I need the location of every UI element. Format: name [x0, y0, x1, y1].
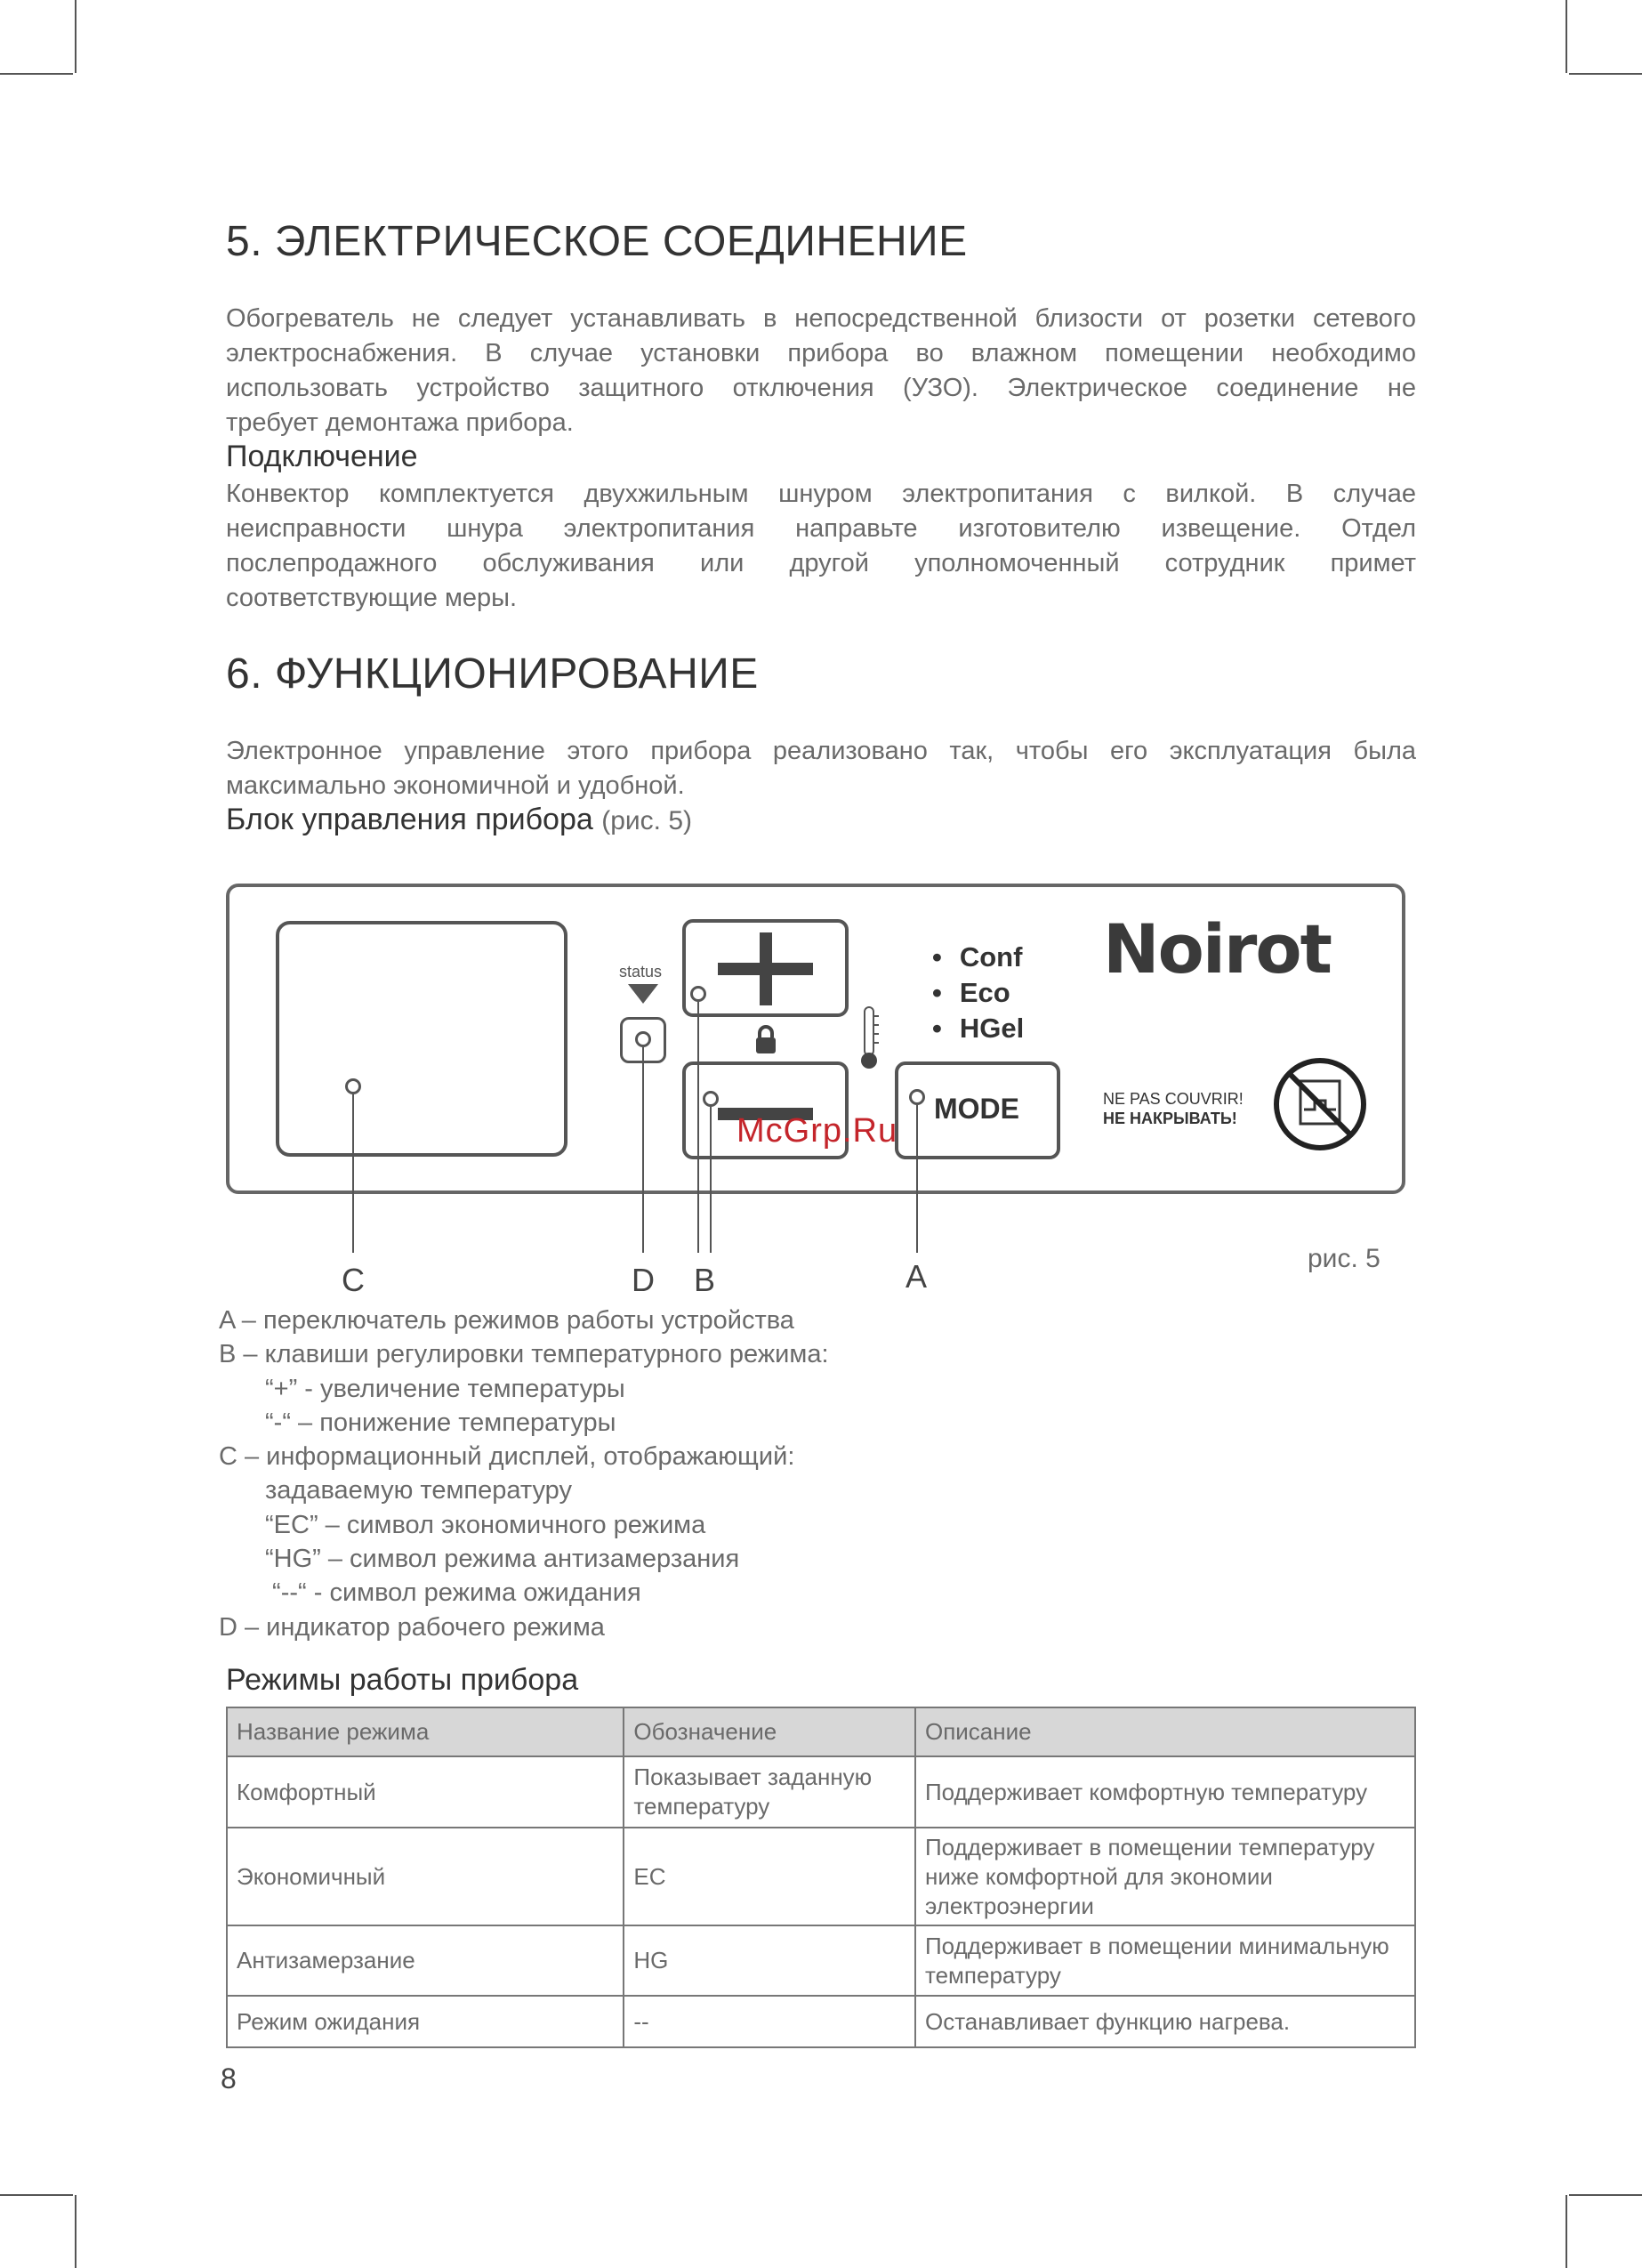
crop-mark	[0, 2194, 73, 2196]
paragraph	[226, 302, 1416, 440]
info-display	[276, 921, 567, 1157]
mode-list	[932, 940, 1024, 1046]
lock-icon	[754, 1025, 777, 1055]
table-cell: Поддерживает в помещении температуру ниже комфортной для экономии электроэнергии	[915, 1828, 1415, 1925]
table-cell: Комфортный	[227, 1756, 624, 1828]
mode-button-label: MODE	[934, 1093, 1019, 1125]
text-line: послепродажного обслуживания или другой уполномоченный сотрудник примет	[226, 549, 1416, 577]
table-cell: Режим ожидания	[227, 1996, 624, 2047]
table-header: Описание	[915, 1707, 1415, 1756]
crop-mark	[75, 2195, 76, 2268]
callout-c: C	[342, 1262, 365, 1298]
legend-subitem: “+” - увеличение температуры	[265, 1374, 625, 1403]
watermark: McGrp.Ru	[736, 1112, 898, 1150]
figure-caption: рис. 5	[1308, 1244, 1380, 1273]
table-row	[227, 1996, 1415, 2047]
subsection-title: Подключение	[226, 440, 418, 473]
crop-mark	[0, 73, 73, 75]
page-number: 8	[221, 2062, 237, 2094]
brand-logo: Noirot	[1103, 909, 1331, 989]
cover-warning	[1103, 1089, 1244, 1128]
status-label: status	[619, 963, 663, 981]
paragraph	[226, 477, 1416, 616]
leader-line-b-minus	[710, 1107, 712, 1253]
paragraph	[226, 734, 1416, 803]
legend-item: A – переключатель режимов работы устройства	[219, 1306, 794, 1335]
text-line: Конвектор комплектуется двухжильным шнуром электропитания с вилкой. В случае	[226, 480, 1416, 508]
text-line: электроснабжения. В случае установки прибора во влажном помещении необходимо	[226, 339, 1416, 367]
figure-reference: (рис. 5)	[601, 806, 693, 835]
table-cell: Поддерживает комфортную температуру	[915, 1756, 1415, 1828]
text-line: соответствующие меры.	[226, 584, 518, 612]
callout-b: B	[694, 1262, 716, 1298]
subsection-title	[226, 803, 692, 837]
table-title: Режимы работы прибора	[226, 1663, 579, 1697]
text-line: неисправности шнура электропитания направьте изготовителю извещение. Отдел	[226, 514, 1416, 543]
legend-subitem: задаваемую температуру	[265, 1476, 572, 1505]
plus-button[interactable]	[682, 919, 849, 1017]
cover-warning-ru: НЕ НАКРЫВАТЬ!	[1103, 1110, 1237, 1127]
minus-marker	[703, 1091, 719, 1107]
table-header: Обозначение	[624, 1707, 915, 1756]
text-line: Электронное управление этого прибора реализовано так, чтобы его эксплуатация была	[226, 737, 1416, 765]
thermometer-icon	[856, 1005, 882, 1073]
callout-d: D	[632, 1262, 655, 1298]
modes-table	[226, 1707, 1416, 2048]
crop-mark	[1569, 73, 1642, 75]
table-header-row	[227, 1707, 1415, 1756]
legend-subitem: “HG” – символ режима антизамерзания	[265, 1545, 740, 1574]
crop-mark	[1566, 0, 1567, 73]
mode-marker	[909, 1089, 925, 1105]
leader-line-d	[642, 1047, 644, 1253]
crop-mark	[75, 0, 76, 73]
mode-item-eco: • Eco	[932, 975, 1024, 1011]
text-line: требует демонтажа прибора.	[226, 408, 574, 437]
figure-legend	[219, 1303, 829, 1644]
section-title: 6. ФУНКЦИОНИРОВАНИЕ	[226, 650, 759, 698]
text-line: максимально экономичной и удобной.	[226, 771, 685, 800]
mode-item-hgel: • HGel	[932, 1011, 1024, 1046]
table-cell: Антизамерзание	[227, 1925, 624, 1996]
legend-subitem: “EC” – символ экономичного режима	[265, 1510, 706, 1539]
section-title: 5. ЭЛЕКТРИЧЕСКОЕ СОЕДИНЕНИЕ	[226, 218, 968, 265]
leader-line-a	[916, 1105, 918, 1253]
table-cell: Поддерживает в помещении минимальную температуру	[915, 1925, 1415, 1996]
legend-item: C – информационный дисплей, отображающий:	[219, 1442, 795, 1472]
table-row	[227, 1756, 1415, 1828]
table-cell: HG	[624, 1925, 915, 1996]
leader-line-b-plus	[697, 1002, 699, 1253]
table-row	[227, 1828, 1415, 1925]
display-marker	[345, 1078, 361, 1094]
crop-mark	[1569, 2194, 1642, 2196]
crop-mark	[1566, 2195, 1567, 2268]
text-line: Обогреватель не следует устанавливать в непосредственной близости от розетки сетевого	[226, 304, 1416, 333]
plus-icon	[682, 919, 849, 1017]
table-cell: EC	[624, 1828, 915, 1925]
leader-line-c	[352, 1094, 354, 1253]
table-cell: Показывает заданную температуру	[624, 1756, 915, 1828]
no-cover-icon	[1272, 1056, 1368, 1152]
legend-item: D – индикатор рабочего режима	[219, 1612, 605, 1642]
table-cell: --	[624, 1996, 915, 2047]
legend-subitem: “--“ - символ режима ожидания	[265, 1578, 641, 1608]
status-marker	[635, 1031, 651, 1047]
table-cell: Останавливает функцию нагрева.	[915, 1996, 1415, 2047]
table-cell: Экономичный	[227, 1828, 624, 1925]
text-line: использовать устройство защитного отключения (УЗО). Электрическое соединение не	[226, 374, 1416, 402]
legend-subitem: “-“ – понижение температуры	[265, 1408, 616, 1437]
subsection-title-text: Блок управления прибора	[226, 803, 593, 836]
plus-marker	[690, 986, 706, 1002]
table-header: Название режима	[227, 1707, 624, 1756]
legend-item: B – клавиши регулировки температурного режима:	[219, 1340, 829, 1369]
callout-a: A	[906, 1258, 928, 1295]
table-row	[227, 1925, 1415, 1996]
status-arrow-icon	[628, 984, 658, 1004]
cover-warning-fr: NE PAS COUVRIR!	[1103, 1090, 1244, 1108]
mode-item-conf: • Conf	[932, 940, 1024, 975]
